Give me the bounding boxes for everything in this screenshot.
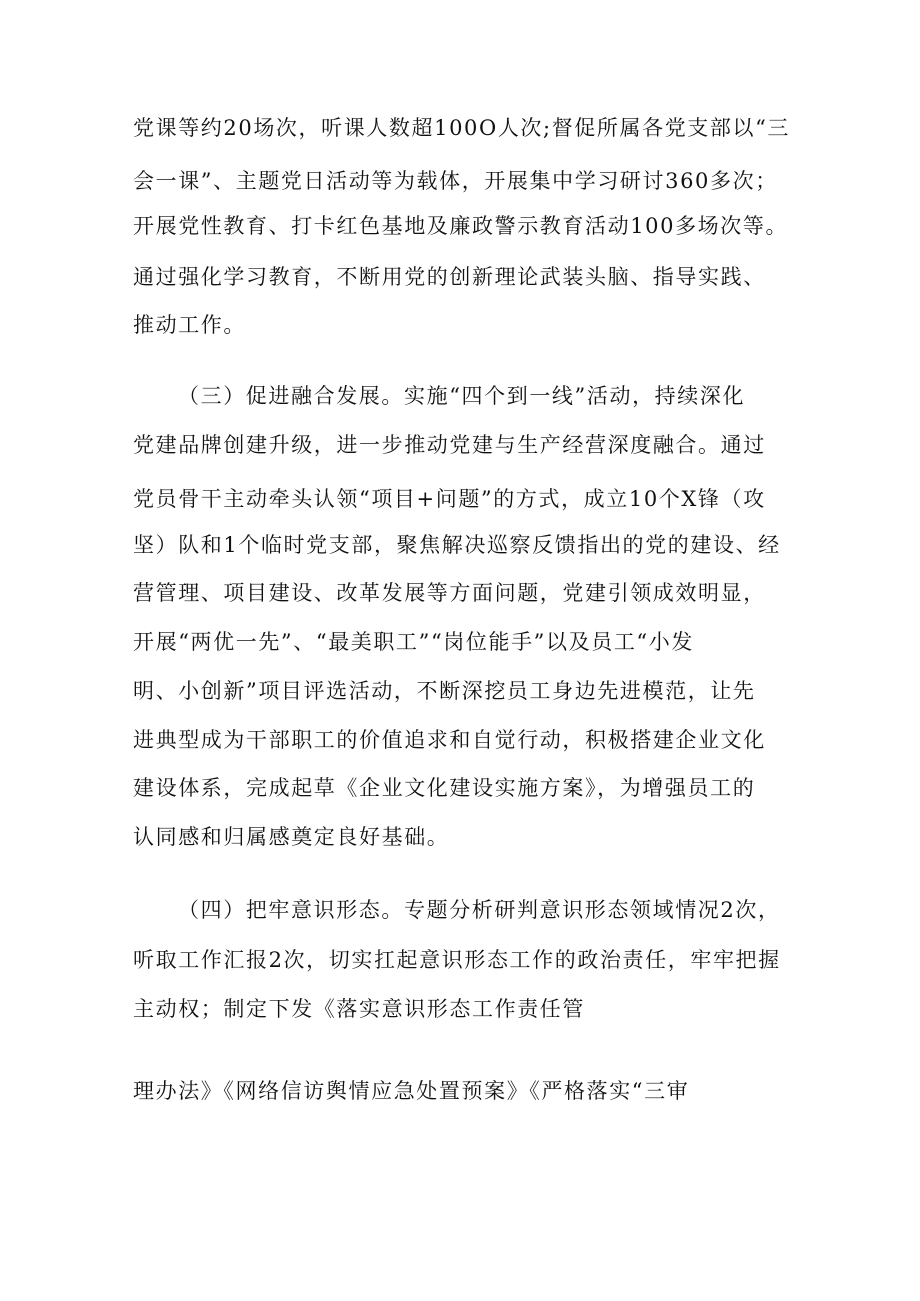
text-line: 党课等约20场次，听课人数超100O人次;督促所属各党支部以“三: [133, 116, 791, 140]
text-line: 理办法》《网络信访舆情应急处置预案》《严格落实“三审: [133, 1079, 690, 1103]
text-line: 明、小创新”项目评选活动，不断深挖员工身边先进模范，让先: [133, 679, 756, 703]
paragraph-heading-3: （三）促进融合发展。实施“四个到一线”活动，持续深化: [178, 384, 746, 408]
text-line: 党建品牌创建升级，进一步推动党建与生产经营深度融合。通过: [133, 433, 766, 457]
text-line: 通过强化学习教育，不断用党的创新理论武装头脑、指导实践、: [133, 265, 766, 289]
text-line: 开展党性教育、打卡红色基地及廉政警示教育活动100多场次等。: [133, 214, 789, 238]
text-line: 建设体系，完成起草《企业文化建设实施方案》，为增强员工的: [133, 776, 756, 800]
text-line: 党员骨干主动牵头认领“项目+问题”的方式，成立10个X锋（攻: [133, 487, 766, 511]
text-line: 听取工作汇报2次，切实扛起意识形态工作的政治责任，牢牢把握: [133, 948, 781, 972]
text-line: 坚）队和1个临时党支部，聚焦解决巡察反馈指出的党的建设、经: [133, 533, 781, 557]
text-line: 会一课”、主题党日活动等为载体，开展集中学习研讨360多次；: [133, 169, 778, 193]
text-line: 开展“两优一先”、“最美职工”“岗位能手”以及员工“小发: [133, 630, 694, 654]
text-line: 进典型成为干部职工的价值追求和自觉行动，积极搭建企业文化: [133, 728, 766, 752]
text-line: 认同感和归属感奠定良好基础。: [133, 825, 450, 849]
text-line: 主动权；制定下发《落实意识形态工作责任管: [133, 997, 585, 1021]
paragraph-heading-4: （四）把牢意识形态。专题分析研判意识形态领域情况2次，: [178, 898, 781, 922]
text-line: 营管理、项目建设、改革发展等方面问题，党建引领成效明显，: [133, 581, 766, 605]
text-line: 推动工作。: [133, 313, 246, 337]
